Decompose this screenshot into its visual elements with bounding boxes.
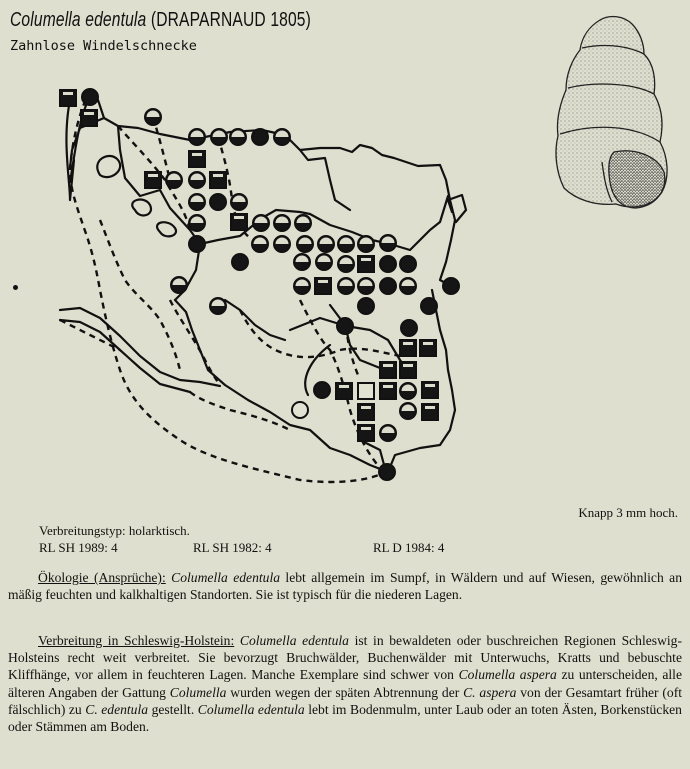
square-marker	[189, 151, 205, 167]
circle-marker	[294, 254, 310, 270]
shell-illustration	[552, 12, 677, 212]
circle-marker	[189, 194, 205, 210]
circle-marker	[295, 215, 311, 231]
circle-marker	[189, 172, 205, 188]
text: zu unterscheiden, alle älteren Angaben der Gattung	[8, 667, 682, 700]
circle-marker	[189, 215, 205, 231]
genus-ref: Columella	[169, 684, 227, 700]
circle-marker	[358, 278, 374, 294]
species-ref: Columella edentula	[171, 570, 281, 585]
distribution-type: Verbreitungstyp: holarktisch.	[39, 523, 190, 538]
species-name: Columella edentula	[10, 9, 147, 31]
square-marker	[231, 214, 247, 230]
circle-marker	[274, 215, 290, 231]
red-list-d-1984: RL D 1984: 4	[373, 540, 445, 555]
text: wurden wegen der späten Abtrennung der	[226, 684, 464, 700]
circle-marker	[274, 129, 290, 145]
circle-marker	[318, 236, 334, 252]
square-marker	[358, 383, 374, 399]
circle-marker	[379, 464, 395, 480]
circle-marker	[252, 129, 268, 145]
circle-marker	[210, 194, 226, 210]
page-title	[10, 9, 311, 32]
distribution-paragraph	[8, 632, 682, 735]
red-list-sh-1989: RL SH 1989: 4	[39, 540, 118, 555]
ecology-text: lebt allgemein im Sumpf, in Wäldern und auf Wiesen, gewöhnlich an mäßig feuchten und kalkhaltigen Standorten. Sie ist typisch für die niederen Lagen.	[8, 570, 682, 603]
square-marker	[336, 383, 352, 399]
circle-marker	[337, 318, 353, 334]
species-ref: C. edentula	[85, 701, 149, 717]
species-ref: Columella edentula	[197, 701, 305, 717]
text: ist in bewaldeten oder buschreichen Regionen Schleswig-Holsteins recht weit verbreitet. Sie bevorzugt Bruchwälder, Buchenwälder mit Unterwuchs, Kratts und bebuschte Kliffhänge, vor allem in feuchteren Lagen. Manche Exemplare sind schwer von	[8, 633, 682, 683]
circle-marker	[380, 425, 396, 441]
square-marker	[420, 340, 436, 356]
common-name: Zahnlose Windelschnecke	[10, 38, 197, 54]
circle-marker	[380, 235, 396, 251]
ecology-heading: Ökologie (Ansprüche):	[38, 570, 166, 585]
circle-marker	[171, 277, 187, 293]
distribution-heading: Verbreitung in Schleswig-Holstein:	[38, 633, 235, 648]
circle-marker	[380, 278, 396, 294]
circle-marker	[316, 254, 332, 270]
circle-marker	[145, 109, 161, 125]
circle-marker	[232, 254, 248, 270]
circle-marker	[252, 236, 268, 252]
circle-marker	[314, 382, 330, 398]
red-list-sh-1982: RL SH 1982: 4	[193, 540, 272, 555]
species-ref: Columella edentula	[239, 633, 349, 648]
circle-marker	[401, 320, 417, 336]
circle-marker	[297, 236, 313, 252]
square-marker	[380, 383, 396, 399]
circle-marker	[189, 236, 205, 252]
circle-marker	[210, 298, 226, 314]
square-marker	[315, 278, 331, 294]
circle-marker	[294, 278, 310, 294]
circle-marker	[338, 256, 354, 272]
circle-marker	[338, 278, 354, 294]
square-marker	[400, 362, 416, 378]
circle-marker	[82, 89, 98, 105]
circle-marker	[274, 236, 290, 252]
square-marker	[358, 404, 374, 420]
square-marker	[400, 340, 416, 356]
circle-marker	[443, 278, 459, 294]
size-caption: Knapp 3 mm hoch.	[578, 505, 678, 520]
square-marker	[145, 172, 161, 188]
circle-marker	[400, 403, 416, 419]
circle-marker	[231, 194, 247, 210]
circle-marker	[400, 383, 416, 399]
circle-marker	[400, 278, 416, 294]
square-marker	[358, 256, 374, 272]
square-marker	[358, 425, 374, 441]
circle-marker	[400, 256, 416, 272]
circle-marker	[211, 129, 227, 145]
circle-marker	[421, 298, 437, 314]
status-block	[39, 522, 444, 556]
ecology-paragraph	[8, 569, 682, 603]
square-marker	[380, 362, 396, 378]
circle-marker	[380, 256, 396, 272]
circle-marker	[166, 172, 182, 188]
circle-marker	[358, 298, 374, 314]
species-ref: Columella aspera	[458, 667, 557, 683]
circle-marker	[230, 129, 246, 145]
species-ref: C. aspera	[463, 684, 517, 700]
square-marker	[60, 90, 76, 106]
author-year: (DRAPARNAUD 1805)	[146, 9, 311, 31]
circle-marker	[189, 129, 205, 145]
square-marker	[210, 172, 226, 188]
text: gestellt.	[148, 701, 198, 717]
text: von der Gesamtart früher (oft fälschlich) zu	[8, 684, 683, 717]
square-marker	[422, 382, 438, 398]
circle-marker	[292, 402, 308, 418]
circle-marker	[358, 236, 374, 252]
square-marker	[422, 404, 438, 420]
circle-marker	[338, 236, 354, 252]
text: lebt im Bodenmulm, unter Laub oder an toten Ästen, Borkenstücken oder Stämmen am Boden.	[8, 701, 682, 735]
stray-dot	[13, 285, 18, 290]
distribution-map	[0, 60, 520, 490]
square-marker	[81, 110, 97, 126]
circle-marker	[253, 215, 269, 231]
